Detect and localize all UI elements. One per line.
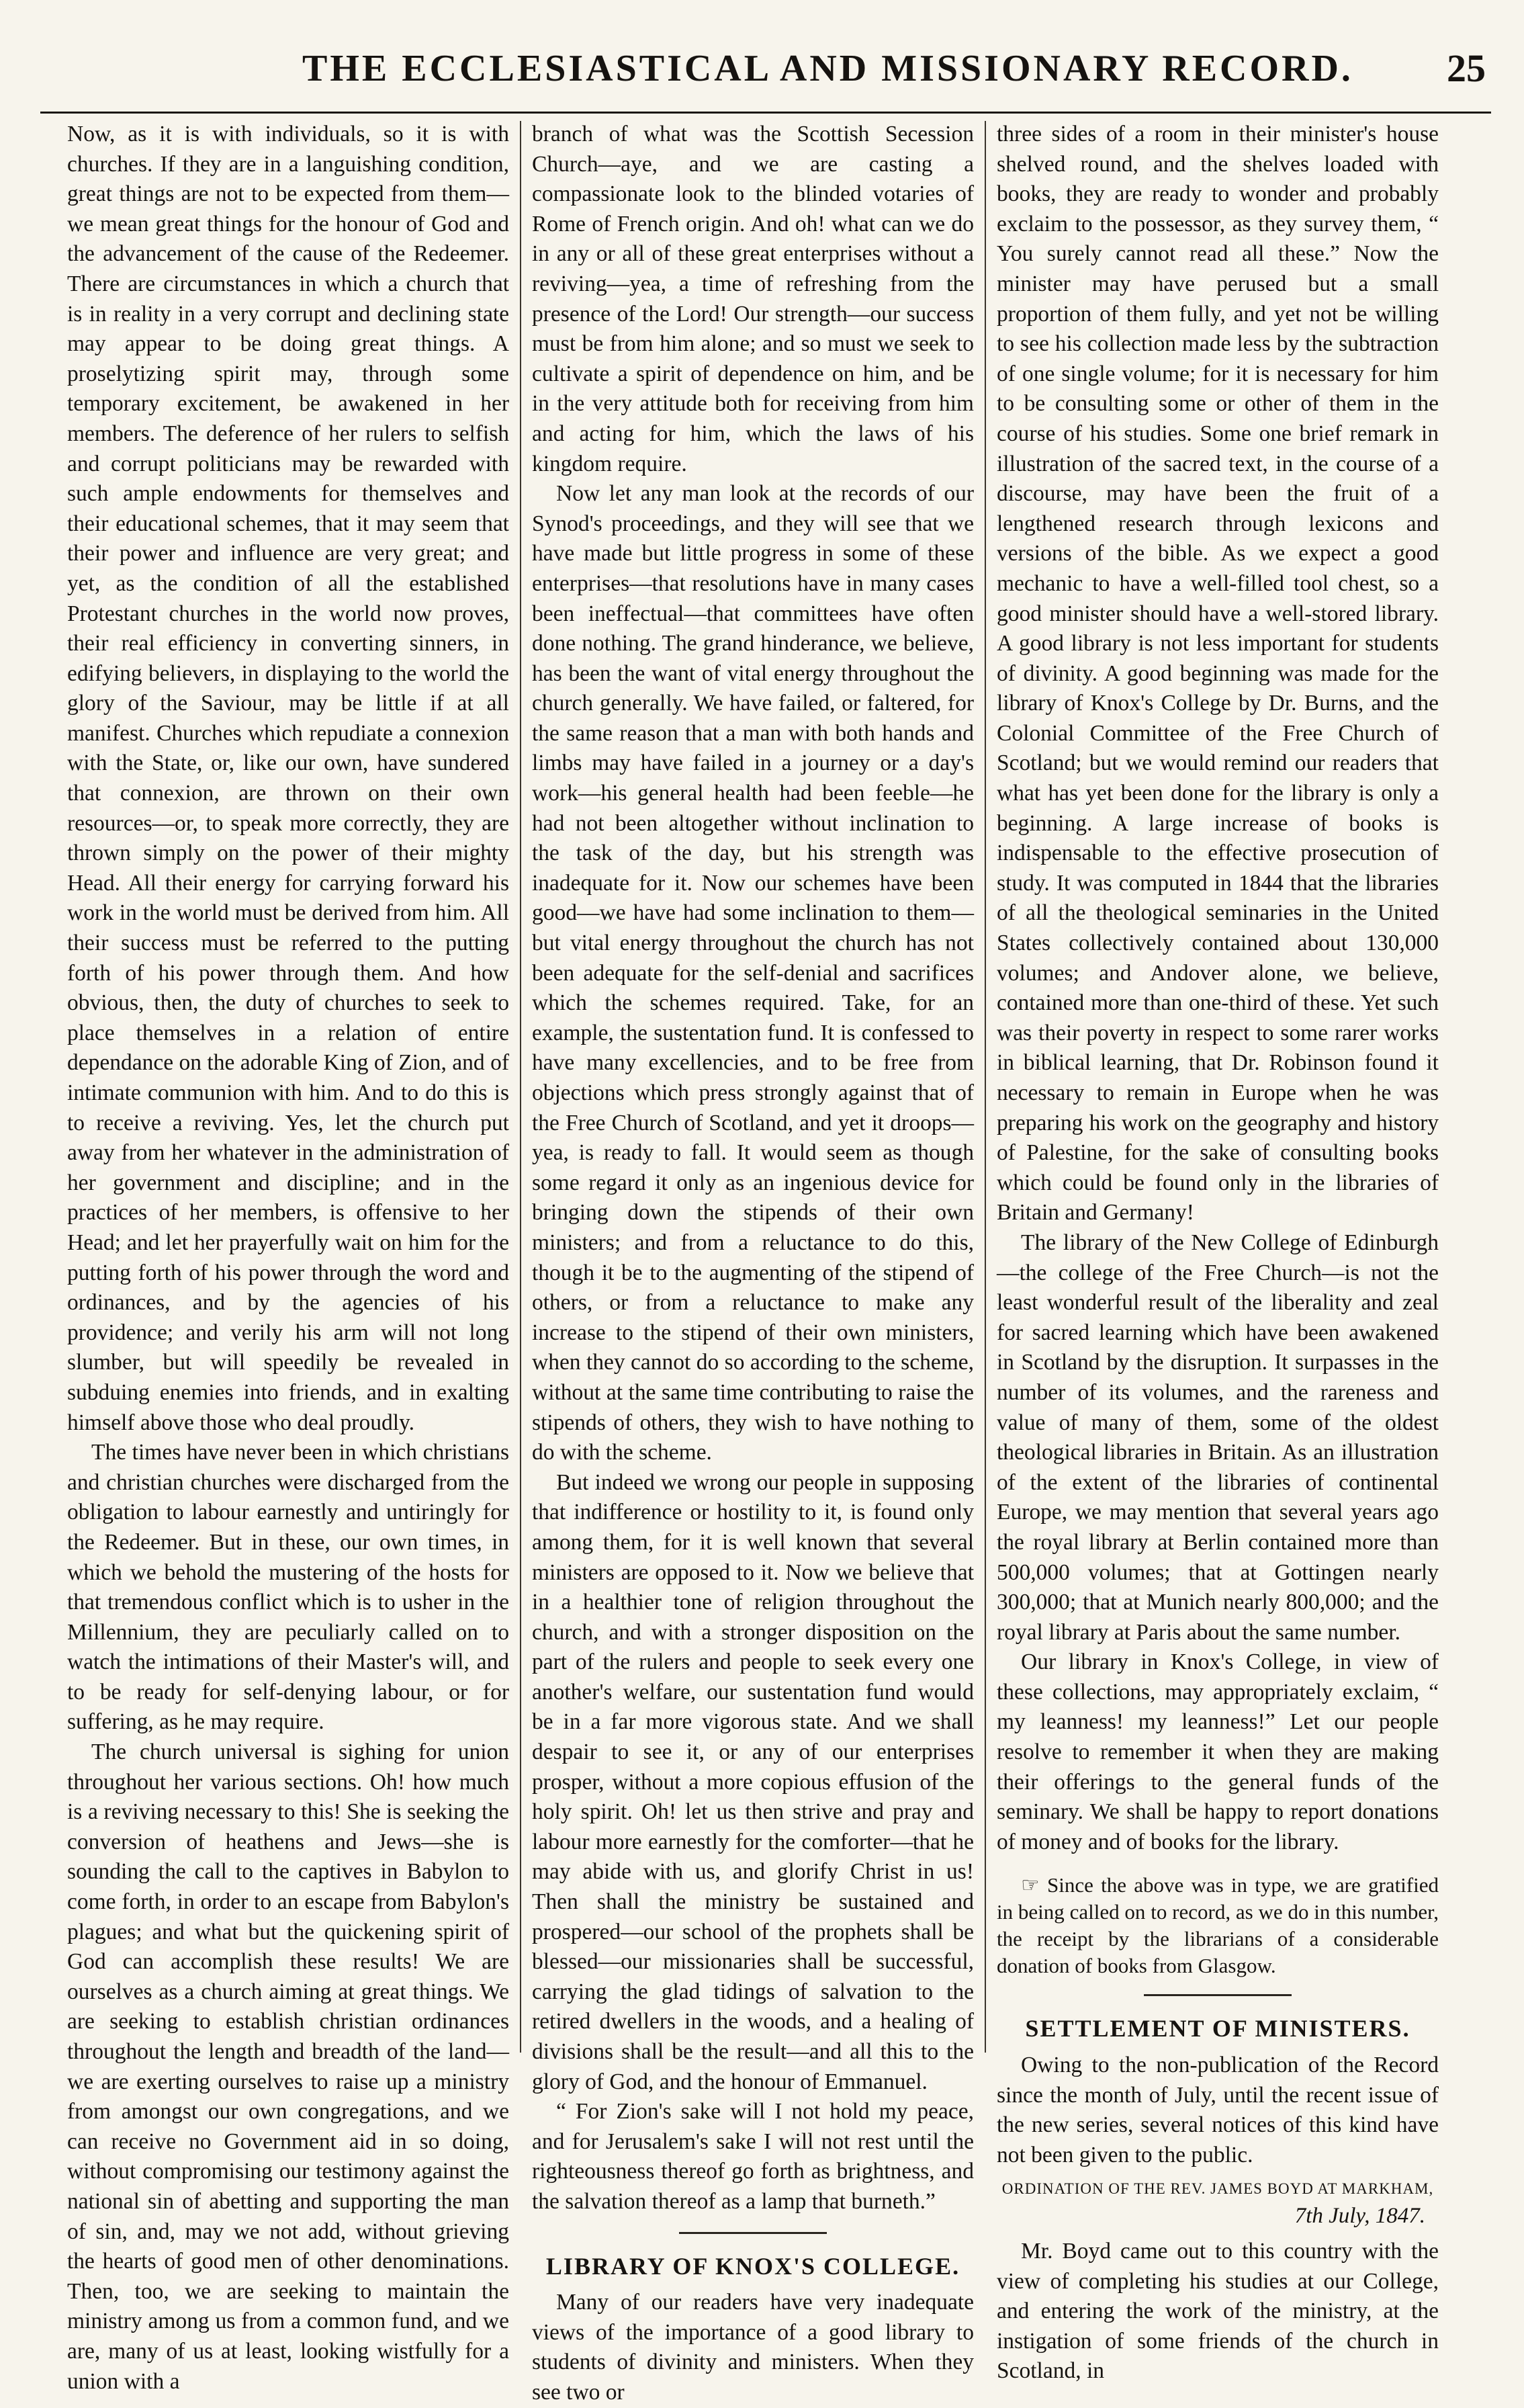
article-paragraph: The times have never been in which christians and christian churches were discharged from the obligation to labour earnestly and untiringly for the Redeemer. But in these, our own times, in which we behold the mustering of the hosts for that tremendous conflict which is to usher in the Millennium, they are peculiarly called on to watch the intimations of their Master's will, and to be ready for self-denying labour, or for suffering, as he may require.	[67, 1440, 509, 1735]
column-divider	[985, 121, 986, 2053]
article-paragraph: branch of what was the Scottish Secession Church—aye, and we are casting a compassionate look to the blinded votaries of Rome of French origin. And oh! what can we do in any or all of these great enterprises without a reviving—yea, a time of refreshing from the presence of the Lord! Our strength—our success must be from him alone; and so must we seek to cultivate a spirit of dependence on him, and be in the very attitude both for receiving from him and acting for him, which the laws of his kingdom require.	[532, 122, 974, 476]
section-rule	[679, 2232, 827, 2234]
column-divider	[520, 121, 521, 2053]
running-title: THE ECCLESIASTICAL AND MISSIONARY RECORD.	[302, 48, 1353, 89]
column-3	[997, 120, 1439, 2384]
scripture-quote: “ For Zion's sake will I not hold my peace, and for Jerusalem's sake I will not rest until the righteousness thereof go forth as brightness, and the salvation thereof as a lamp that burneth.”	[532, 2099, 974, 2214]
article-paragraph: Our library in Knox's College, in view of these collections, may appropriately exclaim, “ my leanness! my leanness!” Let our people resolve to remember it when they are making their offerings to the general funds of the seminary. We shall be happy to report donations of money and of books for the library.	[997, 1649, 1439, 1854]
article-paragraph: Now let any man look at the records of our Synod's proceedings, and they will see that we have made but little progress in some of these enterprises—that resolutions have in many cases been ineffectual—that committees have often done nothing. The grand hinderance, we believe, has been the want of vital energy throughout the church generally. We have failed, or faltered, for the same reason that a man with both hands and limbs may have failed in a journey or a day's work—his general health had been feeble—he had not been altogether without inclination to the task of the day, but his strength was inadequate for it. Now our schemes have been good—we have had some inclination to them—but vital energy throughout the church has not been adequate for the self-denial and sacrifices which the schemes required. Take, for an example, the sustentation fund. It is confessed to have many excellencies, and to be free from objections which press strongly against that of the Free Church of Scotland, and yet it droops—yea, is ready to fall. It would seem as though some regard it only as an ingenious device for bringing down the stipends of their own ministers; and from a reluctance to do this, though it be to the augmenting of the stipend of others, or from a reluctance to make any increase to the stipend of their own ministers, when they cannot do so according to the scheme, without at the same time contributing to raise the stipends of others, they wish to have nothing to do with the scheme.	[532, 481, 974, 1465]
article-paragraph: The library of the New College of Edinburgh —the college of the Free Church—is not the least wonderful result of the liberality and zeal for sacred learning which have been awakened in Scotland by the disruption. It surpasses in the number of its volumes, and the rareness and value of many of them, some of the oldest theological libraries in Britain. As an illustration of the extent of the libraries of continental Europe, we may mention that several years ago the royal library at Berlin contained more than 500,000 volumes; that at Gottingen nearly 300,000; that at Munich nearly 800,000; and the royal library at Paris about the same number.	[997, 1230, 1439, 1645]
article-paragraph: three sides of a room in their minister's house shelved round, and the shelves loaded with books, they are ready to wonder and probably exclaim to the possessor, as they survey them, “ You surely cannot read all these.” Now the minister may have perused but a small proportion of them fully, and yet not be willing to see his collection made less by the subtraction of one single volume; for it is necessary for him to be consulting some or other of them in the course of his studies. Some one brief remark in illustration of the sacred text, in the course of a discourse, may have been the fruit of a lengthened research through lexicons and versions of the bible. As we expect a good mechanic to have a well-filled tool chest, so a good minister should have a well-stored library. A good library is not less important for students of divinity. A good beginning was made for the library of Knox's College by Dr. Burns, and the Colonial Committee of the Free Church of Scotland; but we would remind our readers that what has yet been done for the library is only a beginning. A large increase of books is indispensable to the effective prosecution of study. It was computed in 1844 that the libraries of all the theological seminaries in the United States collectively contained about 130,000 volumes; and Andover alone, we believe, contained more than one-third of these. Yet such was their poverty in respect to some rarer works in biblical learning, that Dr. Robinson found it necessary to remain in Europe when he was preparing his work on the geography and history of Palestine, for the sake of consulting books which could be found only in the libraries of Britain and Germany!	[997, 122, 1439, 1226]
postscript-note: ☞ Since the above was in type, we are gratified in being called on to record, as we do in this number, the receipt by the librarians of a considerable donation of books from Glasgow.	[997, 1873, 1439, 1978]
article-paragraph: Many of our readers have very inadequate views of the importance of a good library to students of divinity and ministers. When they see two or	[532, 2290, 974, 2405]
ordination-date: 7th July, 1847.	[1294, 2204, 1425, 2229]
article-paragraph: Now, as it is with individuals, so it is with churches. If they are in a languishing condition, great things are not to be expected from them—we mean great things for the honour of God and the advancement of the cause of the Redeemer. There are circumstances in which a church that is in reality in a very corrupt and declining state may appear to be doing great things. A proselytizing spirit may, through some temporary excitement, be awakened in her members. The deference of her rulers to selfish and corrupt politicians may be rewarded with such ample endowments for themselves and their educational schemes, that it may seem that their power and influence are very great; and yet, as the condition of all the established Protestant churches in the world now proves, their real efficiency in converting sinners, in edifying believers, in displaying to the world the glory of the Saviour, may be little if at all manifest. Churches which repudiate a connexion with the State, or, like our own, have sundered that connexion, are thrown on their own resources—or, to speak more correctly, they are thrown simply on the power of their mighty Head. All their energy for carrying forward his work in the world must be derived from him. All their success must be referred to the putting forth of his power through them. And how obvious, then, the duty of churches to seek to place themselves in a relation of entire dependance on the adorable King of Zion, and of intimate communion with him. And to do this is to receive a reviving. Yes, let the church put away from her whatever in the administration of her government and discipline; and in the practices of her members, is offensive to her Head; and let her prayerfully wait on him for the putting forth of his power through the word and ordinances, and by the agencies of his providence; and verily his arm will not long slumber, but will speedily be revealed in subduing enemies into friends, and in exalting himself above those who deal proudly.	[67, 122, 509, 1435]
library-heading: LIBRARY OF KNOX'S COLLEGE.	[545, 2252, 960, 2280]
page-header	[40, 43, 1491, 117]
column-2	[532, 120, 974, 2405]
article-paragraph: But indeed we wrong our people in supposing that indifference or hostility to it, is found only among them, for it is well known that several ministers are opposed to it. Now we believe that in a healthier tone of religion throughout the church, and with a stronger disposition on the part of the rulers and people to seek every one another's welfare, our sustentation fund would be in a far more vigorous state. And we shall despair to see it, or any of our enterprises prosper, without a more copious effusion of the holy spirit. Oh! let us then strive and pray and labour more earnestly for the comforter—that he may abide with us, and glorify Christ in us! Then shall the ministry be sustained and prospered—our school of the prophets shall be blessed—our missionaries shall be successful, carrying the glad tidings of salvation to the retired dwellers in the woods, and a healing of divisions shall be the result—and all this to the glory of God, and the honour of Emmanuel.	[532, 1469, 974, 2094]
article-paragraph: The church universal is sighing for union throughout her various sections. Oh! how much is a reviving necessary to this! She is seeking the conversion of heathens and Jews—she is sounding the call to the captives in Babylon to come forth, in order to an escape from Babylon's plagues; and what but the quickening spirit of God can accomplish these results! We are ourselves as a church aiming at great things. We are seeking to establish christian ordinances throughout the length and breadth of the land—we are exerting ourselves to raise up a ministry from amongst our own congregations, and we can receive no Government aid in so doing, without compromising our testimony against the national sin of abetting and supporting the man of sin, and, may we not add, without grieving the hearts of good men of other denominations. Then, too, we are seeking to maintain the ministry among us from a common fund, and we are, many of us at least, looking wistfully for a union with a	[67, 1739, 509, 2394]
section-rule	[1144, 1994, 1292, 1996]
column-1	[67, 120, 509, 2394]
settlement-heading: SETTLEMENT OF MINISTERS.	[1025, 2015, 1410, 2042]
article-paragraph: Owing to the non-publication of the Record since the month of July, until the recent issue of the new series, several notices of this kind have not been given to the public.	[997, 2053, 1439, 2167]
article-paragraph: Mr. Boyd came out to this country with the view of completing his studies at our College, and entering the work of the ministry, at the instigation of some friends of the church in Scotland, in	[997, 2239, 1439, 2384]
page-number: 25	[1447, 46, 1486, 90]
header-rule	[40, 112, 1491, 114]
ordination-title: ORDINATION OF THE REV. JAMES BOYD AT MARKHAM,	[1001, 2180, 1434, 2198]
